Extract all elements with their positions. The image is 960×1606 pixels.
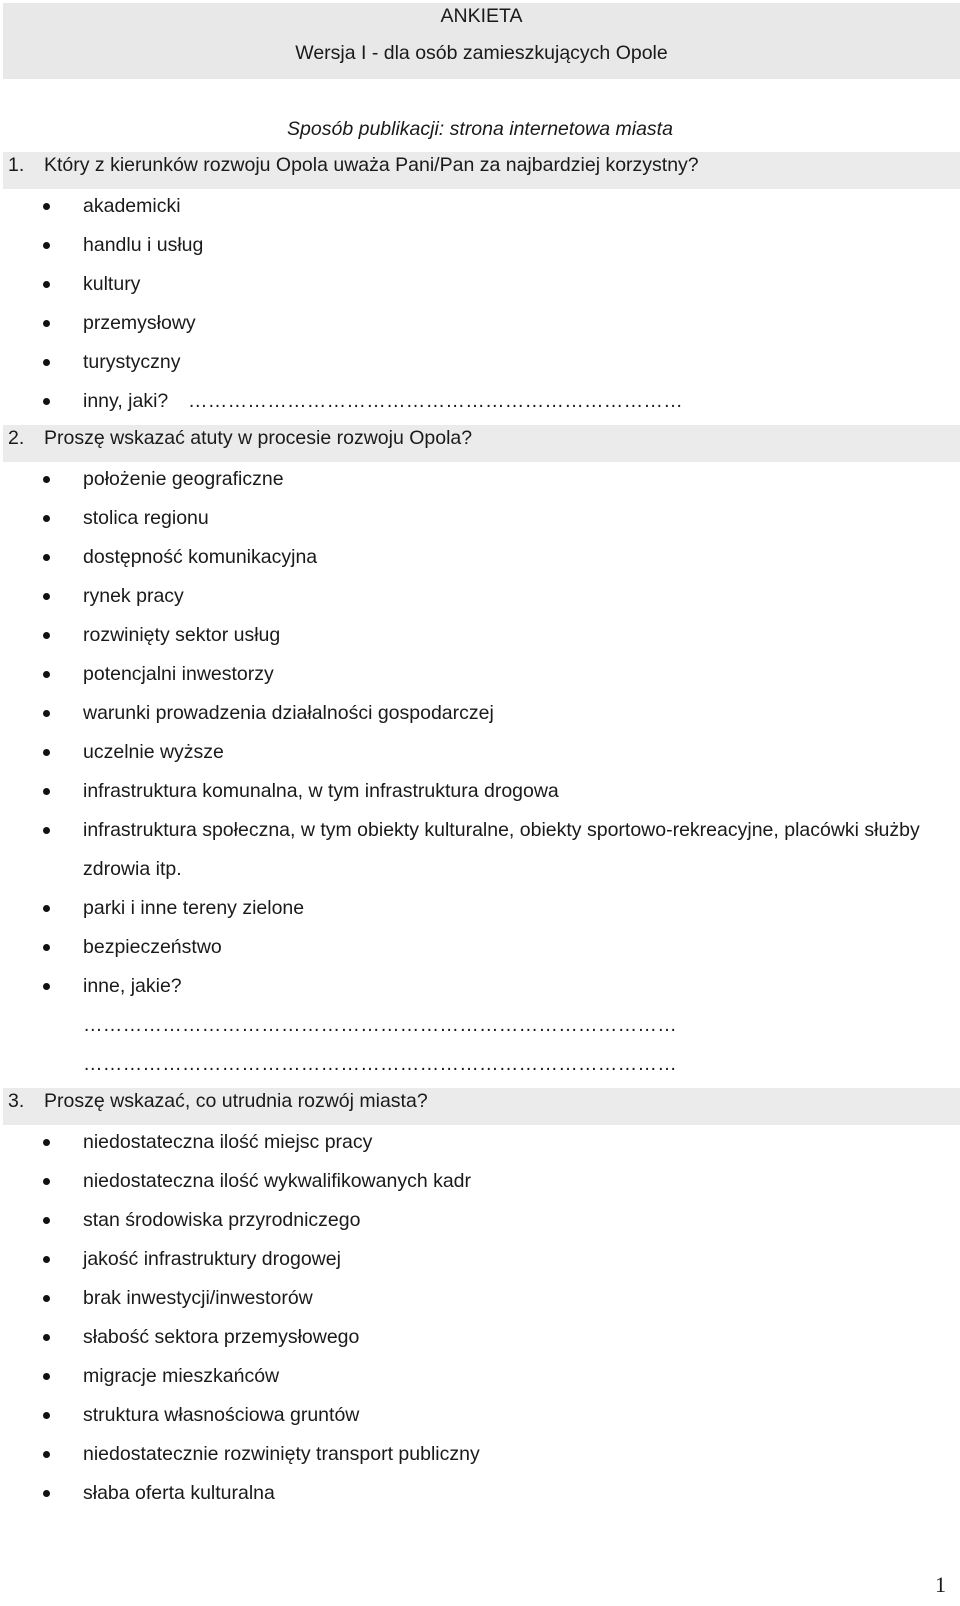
bullet-icon: [43, 593, 50, 600]
option-label: infrastruktura społeczna, w tym obiekty kulturalne, obiekty sportowo-rekreacyjne, placówki służby zdrowia itp.: [83, 819, 920, 880]
option-label: położenie geograficzne: [83, 468, 284, 490]
option-label: przemysłowy: [83, 312, 196, 334]
option-label: niedostateczna ilość wykwalifikowanych kadr: [83, 1170, 472, 1192]
option-label: rozwinięty sektor usług: [83, 624, 281, 646]
q2-option-infrastruktura-spoleczna[interactable]: [0, 816, 960, 894]
option-label: akademicki: [83, 195, 181, 217]
question-1-text: Który z kierunków rozwoju Opola uważa Pani/Pan za najbardziej korzystny?: [44, 154, 699, 176]
bullet-icon: [43, 1178, 50, 1185]
bullet-icon: [43, 1256, 50, 1263]
option-label: niedostatecznie rozwinięty transport publiczny: [83, 1443, 480, 1465]
bullet-icon: [43, 632, 50, 639]
q1-other-answer-dots[interactable]: …………………………………………………………………: [188, 390, 683, 412]
question-2-text: Proszę wskazać atuty w procesie rozwoju Opola?: [44, 427, 473, 449]
option-label: słabość sektora przemysłowego: [83, 1326, 360, 1348]
q2-other-answer-dots-line-2[interactable]: ………………………………………………………………………………: [83, 1053, 677, 1075]
bullet-icon: [43, 1373, 50, 1380]
bullet-icon: [43, 983, 50, 990]
bullet-icon: [43, 1295, 50, 1302]
option-label: struktura własnościowa gruntów: [83, 1404, 360, 1426]
option-label: rynek pracy: [83, 585, 184, 607]
survey-version: Wersja I - dla osób zamieszkujących Opole: [295, 42, 668, 64]
bullet-icon: [43, 788, 50, 795]
question-1-number: 1.: [8, 154, 25, 176]
page-number: 1: [935, 1572, 946, 1597]
q2-other-answer-dots-line-1[interactable]: ………………………………………………………………………………: [83, 1014, 677, 1036]
survey-title: ANKIETA: [440, 5, 523, 27]
bullet-icon: [43, 944, 50, 951]
option-label: uczelnie wyższe: [83, 741, 224, 763]
bullet-icon: [43, 1334, 50, 1341]
bullet-icon: [43, 320, 50, 327]
option-label: inne, jakie?: [83, 975, 182, 997]
option-label: infrastruktura komunalna, w tym infrastruktura drogowa: [83, 780, 559, 802]
bullet-icon: [43, 359, 50, 366]
option-label: jakość infrastruktury drogowej: [83, 1248, 341, 1270]
bullet-icon: [43, 749, 50, 756]
option-label: stan środowiska przyrodniczego: [83, 1209, 361, 1231]
option-label: słaba oferta kulturalna: [83, 1482, 275, 1504]
option-label: niedostateczna ilość miejsc pracy: [83, 1131, 373, 1153]
bullet-icon: [43, 476, 50, 483]
option-label: stolica regionu: [83, 507, 209, 529]
bullet-icon: [43, 1139, 50, 1146]
option-label: parki i inne tereny zielone: [83, 897, 305, 919]
option-label: kultury: [83, 273, 141, 295]
bullet-icon: [43, 710, 50, 717]
bullet-icon: [43, 905, 50, 912]
option-label: migracje mieszkańców: [83, 1365, 280, 1387]
option-label: dostępność komunikacyjna: [83, 546, 318, 568]
bullet-icon: [43, 515, 50, 522]
option-label: bezpieczeństwo: [83, 936, 222, 958]
bullet-icon: [43, 203, 50, 210]
publication-method: Sposób publikacji: strona internetowa miasta: [287, 118, 673, 140]
bullet-icon: [43, 1451, 50, 1458]
option-label: potencjalni inwestorzy: [83, 663, 274, 685]
option-label: handlu i usług: [83, 234, 204, 256]
option-label: warunki prowadzenia działalności gospodarczej: [83, 702, 494, 724]
bullet-icon: [43, 398, 50, 405]
bullet-icon: [43, 827, 50, 834]
bullet-icon: [43, 1217, 50, 1224]
option-label: turystyczny: [83, 351, 181, 373]
bullet-icon: [43, 671, 50, 678]
bullet-icon: [43, 554, 50, 561]
bullet-icon: [43, 1412, 50, 1419]
question-2-number: 2.: [8, 427, 25, 449]
question-3-number: 3.: [8, 1090, 25, 1112]
option-label: inny, jaki?: [83, 390, 169, 412]
option-label: brak inwestycji/inwestorów: [83, 1287, 313, 1309]
bullet-icon: [43, 1490, 50, 1497]
bullet-icon: [43, 242, 50, 249]
question-3-text: Proszę wskazać, co utrudnia rozwój miasta?: [44, 1090, 428, 1112]
bullet-icon: [43, 281, 50, 288]
